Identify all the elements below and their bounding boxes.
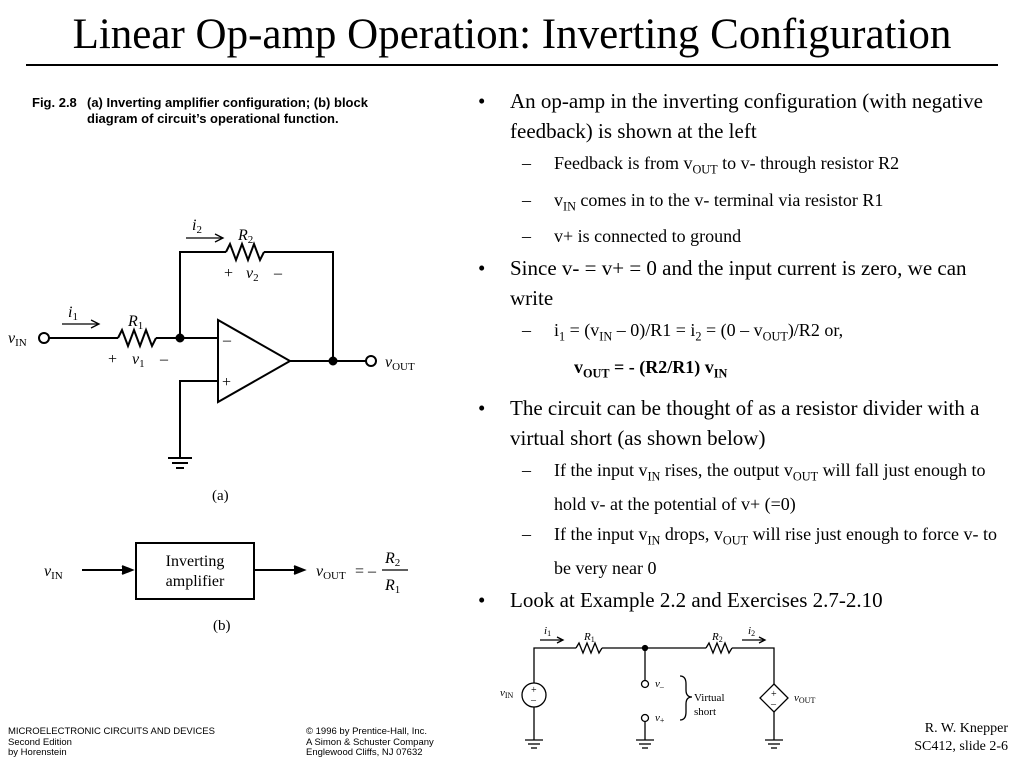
slide-number: SC412, slide 2-6: [914, 739, 1008, 754]
bullet-1: • An op-amp in the inverting configuration (with negative feedback) is shown at the left: [478, 89, 983, 143]
i2-sub: 2: [196, 224, 202, 236]
svg-text:R1: [583, 631, 595, 644]
sub-text: will fall just enough to hold v- at the potential of v+ (=0): [554, 460, 986, 514]
r1-label: R: [128, 313, 138, 330]
sub-subscript: OUT: [792, 469, 819, 484]
small-vminus-label: v: [655, 678, 660, 690]
block-r2-sub: 2: [394, 557, 401, 569]
author-name: R. W. Knepper: [924, 721, 1008, 736]
i1-label: i: [68, 304, 73, 321]
v2-minus: –: [274, 265, 282, 282]
sub-subscript: OUT: [722, 533, 749, 548]
book-credit: [8, 727, 268, 759]
sub-text: drops, v: [660, 523, 723, 544]
block-r1-sub: 1: [394, 584, 401, 596]
small-vout-sub: OUT: [798, 696, 816, 705]
sub-text: = (v: [565, 320, 600, 341]
svg-text:i2: [192, 217, 202, 236]
book-author: by Horenstein: [8, 747, 67, 758]
v1-sub: 1: [139, 358, 145, 370]
svg-text:vOUT: [316, 563, 346, 582]
sub-text: If the input v: [554, 460, 648, 481]
bullet-2: • Since v- = v+ = 0 and the input current is zero, we can write: [478, 256, 967, 311]
slide-title: Linear Op-amp Operation: Inverting Configuration: [72, 11, 952, 58]
r2-sub: 2: [247, 234, 254, 246]
v1-plus: +: [108, 351, 118, 368]
vin-terminal: [39, 333, 49, 343]
svg-text:R2: [237, 227, 253, 246]
svg-text:v2: [246, 265, 259, 284]
opamp-minus-input: –: [223, 332, 231, 349]
sub-text: If the input v: [554, 523, 648, 544]
sub-bullet-1-2: – $v_{IN}$ comes in to the v- terminal via resistor R1: [522, 189, 884, 214]
equation-vout: [478, 354, 1008, 388]
sub-text: = (0 – v: [701, 320, 763, 341]
eq-text: = - (R2/R1) v: [609, 356, 714, 377]
inverting-amplifier-schematic: [39, 234, 376, 468]
small-i2-sub: 2: [751, 629, 756, 638]
sub-bullet-1-3: – v+ is connected to ground: [522, 226, 742, 247]
sub-text: comes in to the v- terminal via resistor R1: [575, 189, 884, 210]
vout-terminal: [366, 356, 376, 366]
bullet-1-text: An op-amp in the inverting configuration (with negative feedback) is shown at the left: [510, 89, 983, 143]
v2-sub: 2: [253, 272, 259, 284]
vin-label: v: [8, 330, 16, 347]
figure-caption-text: (a) Inverting amplifier configuration; (b) block diagram of circuit’s operational function.: [87, 95, 368, 126]
sub-subscript: OUT: [692, 162, 718, 177]
small-source-minus: –: [531, 695, 536, 706]
svg-text:vOUT: [794, 692, 815, 705]
block-vin-label: v: [44, 563, 52, 580]
small-r2-label: R: [712, 631, 719, 643]
svg-text:i1: [68, 304, 78, 323]
ground-wire: [180, 381, 218, 458]
eq-subscript: IN: [713, 366, 728, 381]
sub-subscript: IN: [563, 199, 576, 214]
virtual-short-line2: short: [694, 706, 716, 718]
copyright-notice: [306, 727, 506, 759]
block-text-line2: amplifier: [165, 573, 225, 590]
sub-text: v: [554, 189, 563, 210]
svg-text:v+: [655, 712, 665, 725]
bullet-4-text: Look at Example 2.2 and Exercises 2.7-2.10: [510, 587, 883, 612]
sub-subscript: IN: [599, 329, 613, 344]
r2-resistor: [226, 244, 264, 260]
bullet-4: • Look at Example 2.2 and Exercises 2.7-2.10: [478, 587, 883, 612]
virtual-short-schematic: [522, 637, 788, 748]
bullet-2-text: Since v- = v+ = 0 and the input current is zero, we can write: [510, 256, 967, 311]
sub-bullet-1-1: – Feedback is from $v_{OUT}$ to v- through resistor R2: [522, 153, 900, 177]
sub-subscript: IN: [647, 533, 661, 548]
small-vplus-sub: +: [659, 716, 665, 725]
vin-sub: IN: [15, 337, 27, 349]
v2-plus: +: [224, 265, 234, 282]
sub-bullet-3-1: – If the input $v_{IN}$ rises, the output $v_{OUT}$ will fall just enough to hold v- at the potential of v+ (=0): [522, 460, 986, 514]
ground-symbol: [168, 458, 192, 468]
v1-minus: –: [160, 351, 168, 368]
bullet-list: [478, 86, 1008, 619]
sub-text: will rise just enough to force v- to be very near 0: [554, 523, 998, 578]
sub-subscript: 1: [559, 329, 566, 344]
small-i2-label: i: [748, 625, 752, 637]
sub-text: to v- through resistor R2: [717, 153, 900, 173]
copyright-line-3: Englewood Cliffs, NJ 07632: [306, 747, 423, 758]
small-vplus-label: v: [655, 712, 660, 724]
opamp-plus-input: +: [222, 374, 232, 391]
block-vout-sub: OUT: [323, 570, 346, 582]
svg-text:R2: [711, 631, 723, 644]
sub-text: rises, the output v: [660, 460, 793, 481]
sub-subscript: IN: [647, 469, 661, 484]
book-edition: Second Edition: [8, 736, 72, 748]
small-r1-label: R: [584, 631, 591, 643]
svg-text:vIN: [44, 563, 63, 582]
svg-text:R2: [384, 550, 400, 569]
sub-subscript: OUT: [762, 329, 788, 344]
small-vout-label: v: [794, 692, 799, 704]
bullet-3: • The circuit can be thought of as a resistor divider with a virtual short (as shown below): [478, 396, 980, 451]
svg-text:i1: [544, 625, 551, 638]
sub-bullet-3-2: – If the input $v_{IN}$ drops, $v_{OUT}$ will rise just enough to force v- to be very near 0: [522, 523, 998, 578]
sub-text: i: [554, 320, 560, 341]
small-vminus-sub: –: [659, 682, 664, 691]
block-vin-sub: IN: [51, 570, 63, 582]
svg-text:vOUT: [385, 354, 415, 373]
small-i1-label: i: [544, 625, 548, 637]
small-i1-sub: 1: [547, 629, 552, 638]
sub-subscript: 2: [695, 329, 702, 344]
sub-text: v+ is connected to ground: [554, 226, 742, 247]
part-a-label: (a): [212, 488, 229, 504]
copyright-line-2: A Simon & Schuster Company: [306, 736, 434, 748]
block-text-line1: Inverting: [165, 553, 225, 570]
output-node-dot: [330, 358, 337, 365]
eq-text: v: [574, 356, 583, 377]
small-source-plus: +: [531, 685, 537, 696]
small-dep-minus: –: [771, 699, 776, 710]
i1-sub: 1: [72, 311, 78, 323]
small-r1-sub: 1: [590, 635, 595, 644]
i2-arrow: [186, 234, 223, 242]
block-vout-label: v: [316, 563, 324, 580]
r2-label: R: [238, 227, 248, 244]
r1-sub: 1: [137, 320, 144, 332]
i1-arrow: [62, 320, 99, 328]
v2-label: v: [246, 265, 254, 282]
sub-text: )/R2 or,: [787, 320, 844, 341]
svg-text:vIN: [8, 330, 27, 349]
small-vin-label: v: [500, 687, 505, 699]
small-dep-plus: +: [771, 689, 777, 700]
figure-number: Fig. 2.8: [32, 95, 77, 110]
i2-label: i: [192, 217, 197, 234]
svg-text:i2: [748, 625, 755, 638]
svg-text:vIN: [500, 687, 514, 700]
svg-text:R1: [127, 313, 143, 332]
inverting-amplifier-block: [136, 543, 254, 599]
block-equals: = –: [355, 563, 377, 580]
bullet-3-text: The circuit can be thought of as a resistor divider with a virtual short (as shown below): [510, 396, 980, 451]
virtual-short-line1: Virtual: [694, 692, 725, 704]
block-r1-label: R: [385, 577, 395, 594]
svg-text:v1: [132, 351, 145, 370]
small-vin-sub: IN: [504, 691, 514, 700]
copyright-line-1: © 1996 by Prentice-Hall, Inc.: [306, 726, 428, 737]
eq-subscript: OUT: [583, 366, 610, 381]
svg-text:R1: [384, 577, 400, 596]
sub-text: – 0)/R1 = i: [612, 320, 696, 341]
sub-text: Feedback is from v: [554, 153, 693, 173]
small-r2-sub: 2: [718, 635, 723, 644]
sub-bullet-2-1: – $i_1 = (v_{IN} - 0)/R1 = i_2 = (0 - v_{OUT})/R2$ or,: [522, 320, 844, 344]
vout-label: v: [385, 354, 393, 371]
slide-footer: [868, 720, 1008, 756]
v1-label: v: [132, 351, 140, 368]
book-title: MICROELECTRONIC CIRCUITS AND DEVICES: [8, 726, 215, 737]
r1-resistor: [118, 330, 156, 346]
block-r2-label: R: [385, 550, 395, 567]
vout-sub: OUT: [392, 361, 415, 373]
part-b-label: (b): [213, 618, 231, 634]
svg-text:v–: [655, 678, 665, 691]
